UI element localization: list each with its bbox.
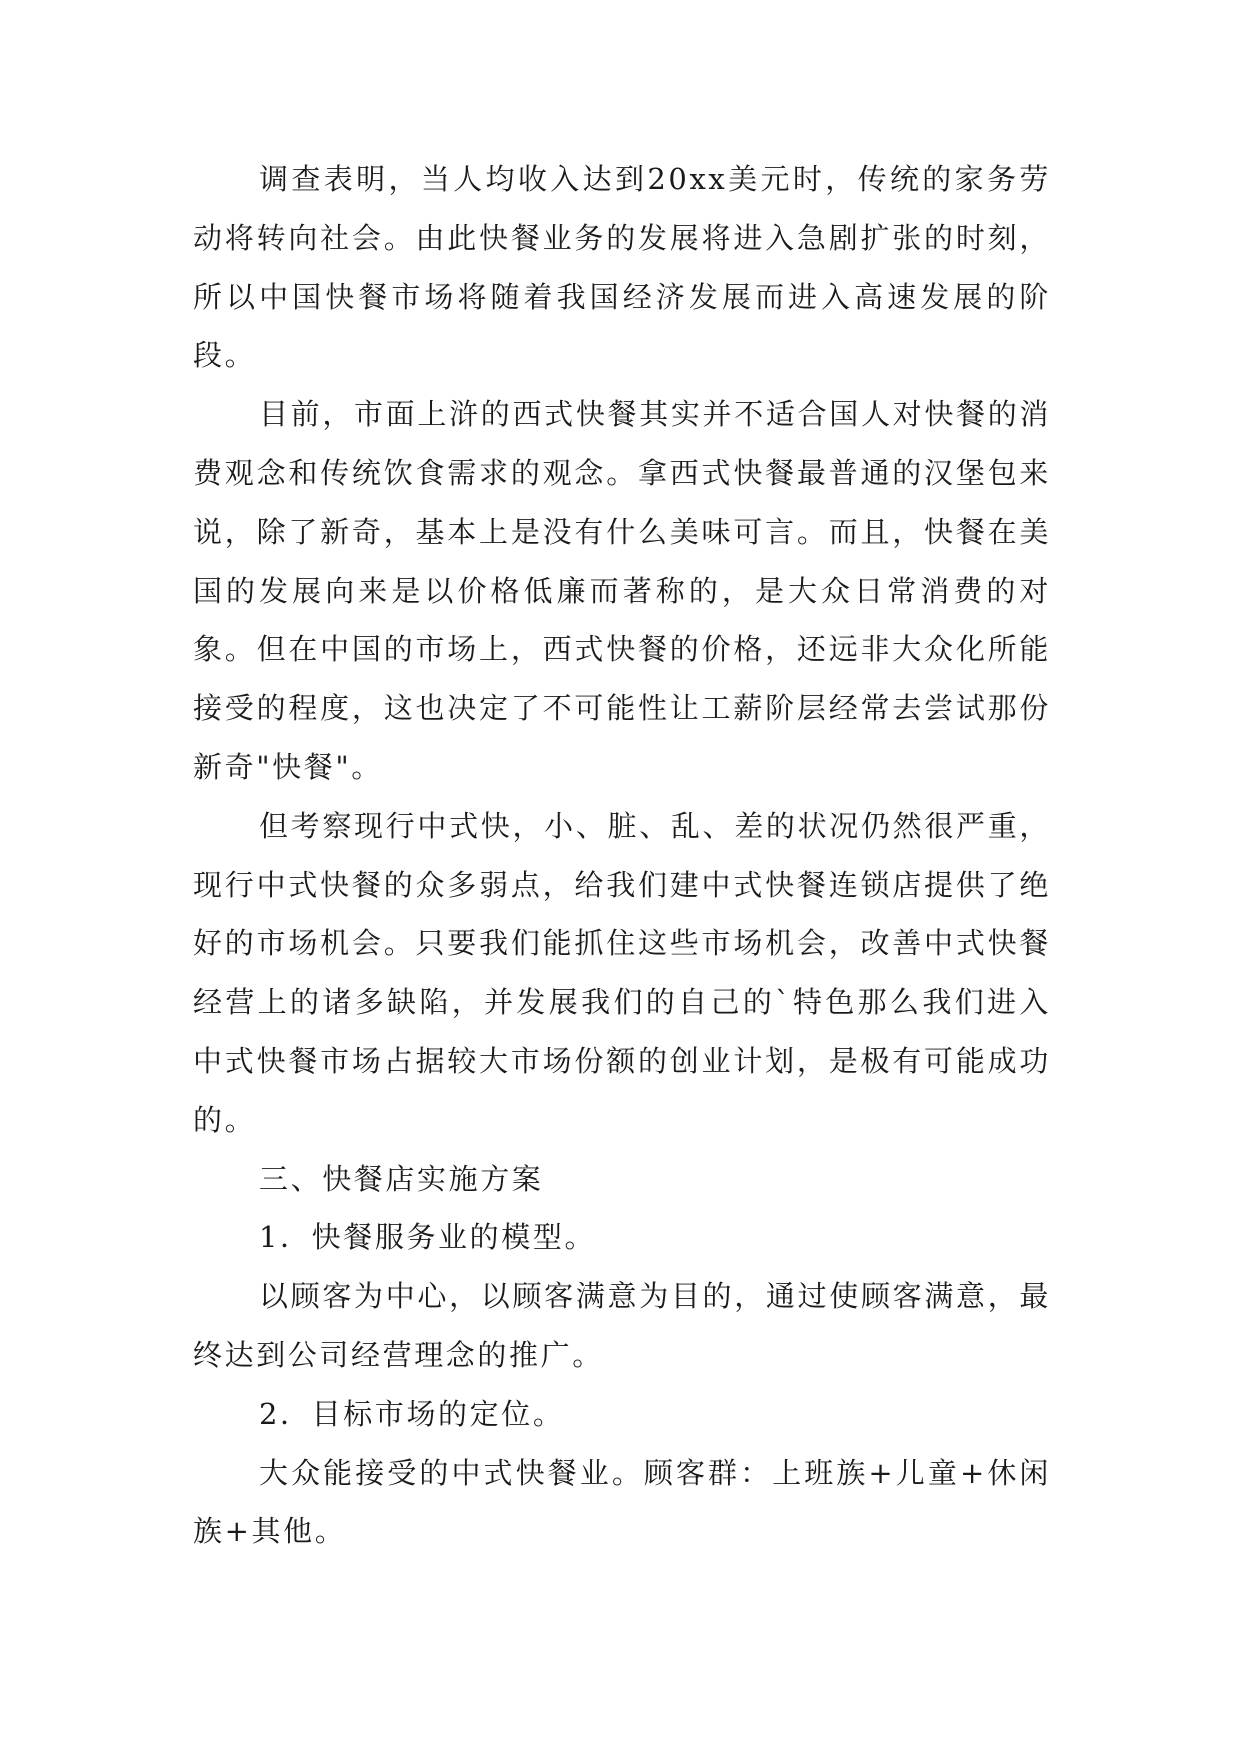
subheading-target-market: 2．目标市场的定位。 [259,1396,565,1431]
document-body [193,150,1051,1561]
paragraph-customer-centered: 以顾客为中心，以顾客满意为目的，通过使顾客满意，最终达到公司经营理念的推广。 [193,1279,1051,1372]
paragraph-western-fastfood: 目前，市面上浒的西式快餐其实并不适合国人对快餐的消费观念和传统饮食需求的观念。拿西式快餐最普通的汉堡包来说，除了新奇，基本上是没有什么美味可言。而且，快餐在美国的发展向来是以价格低廉而著称的，是大众日常消费的对象。但在中国的市场上，西式快餐的价格，还远非大众化所能接受的程度，这也决定了不可能性让工薪阶层经常去尝试那份新奇"快餐"。 [193,397,1051,784]
paragraph-customer-groups: 大众能接受的中式快餐业。顾客群：上班族+儿童+休闲族+其他。 [193,1455,1051,1549]
subheading-service-model: 1．快餐服务业的模型。 [259,1220,597,1255]
paragraph-survey: 调查表明，当人均收入达到20xx美元时，传统的家务劳动将转向社会。由此快餐业务的发展将进入急剧扩张的时刻，所以中国快餐市场将随着我国经济发展而进入高速发展的阶段。 [193,162,1051,373]
paragraph-chinese-fastfood-opportunity: 但考察现行中式快，小、脏、乱、差的状况仍然很严重，现行中式快餐的众多弱点，给我们建中式快餐连锁店提供了绝好的市场机会。只要我们能抓住这些市场机会，改善中式快餐经营上的诸多缺陷，并发展我们的自己的`特色那么我们进入中式快餐市场占据较大市场份额的创业计划，是极有可能成功的。 [193,808,1051,1137]
section-heading-implementation-plan: 三、快餐店实施方案 [259,1161,544,1196]
